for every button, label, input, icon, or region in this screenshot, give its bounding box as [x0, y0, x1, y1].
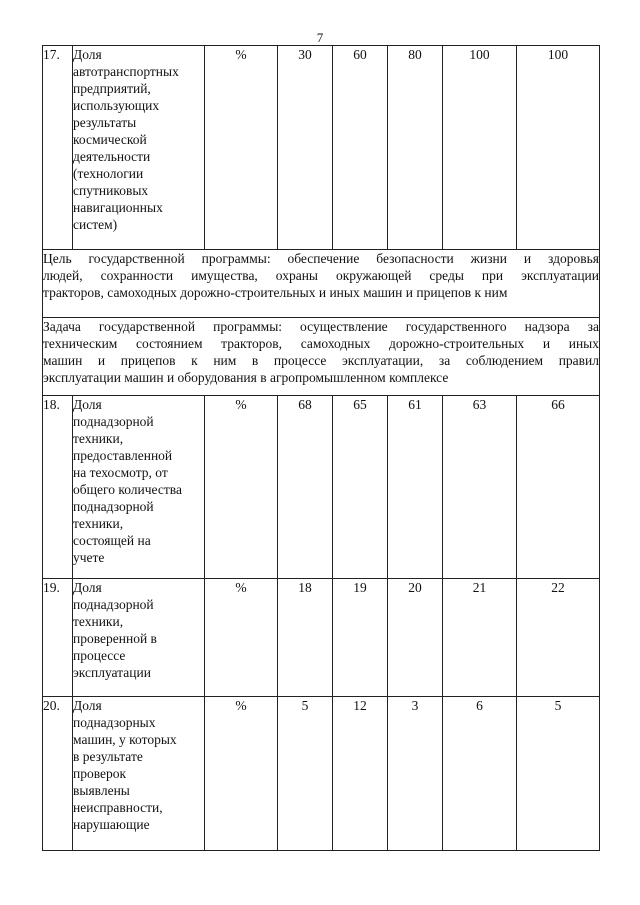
- value-cell: 60: [333, 46, 388, 250]
- indicator-name-line: автотранспортных: [73, 64, 179, 79]
- row-number: 19.: [43, 579, 73, 697]
- table-row: [43, 396, 600, 579]
- unit-cell: %: [205, 46, 278, 250]
- table-row: [43, 579, 600, 697]
- task-line: машин и прицепов к ним в процессе эксплуатации, за соблюдением правил: [43, 353, 599, 368]
- indicator-name-line: процессе: [73, 648, 126, 663]
- indicator-name-line: неисправности,: [73, 800, 163, 815]
- row-number: 20.: [43, 697, 73, 851]
- indicator-name-line: на техосмотр, от: [73, 465, 168, 480]
- value-cell: 80: [388, 46, 443, 250]
- indicator-name-line: Доля: [73, 698, 102, 713]
- task-line: эксплуатации машин и оборудования в агропромышленном комплексе: [43, 370, 449, 385]
- indicator-name-line: систем): [73, 217, 118, 232]
- task-line: техническим состоянием тракторов, самоходных дорожно-строительных и иных: [43, 336, 599, 351]
- value-cell: 3: [388, 697, 443, 851]
- table-row: [43, 46, 600, 250]
- indicator-name-line: предоставленной: [73, 448, 173, 463]
- value-cell: 18: [278, 579, 333, 697]
- indicator-name: [73, 46, 205, 250]
- goal-line: людей, сохранности имущества, охраны окружающей среды при эксплуатации: [43, 268, 599, 283]
- value-cell: 66: [517, 396, 600, 579]
- value-cell: 22: [517, 579, 600, 697]
- value-cell: 30: [278, 46, 333, 250]
- value-cell: 63: [443, 396, 517, 579]
- indicator-name-line: результаты: [73, 115, 137, 130]
- indicator-name-line: космической: [73, 132, 147, 147]
- unit-cell: %: [205, 396, 278, 579]
- indicator-name: [73, 396, 205, 579]
- indicator-name-line: проверок: [73, 766, 127, 781]
- indicator-name-line: в результате: [73, 749, 143, 764]
- unit-cell: %: [205, 697, 278, 851]
- indicator-name-line: техники,: [73, 614, 124, 629]
- indicator-name-line: поднадзорных: [73, 715, 156, 730]
- goal-row: [43, 250, 600, 318]
- value-cell: 5: [517, 697, 600, 851]
- indicator-name-line: состоящей на: [73, 533, 151, 548]
- indicator-name-line: учете: [73, 550, 105, 565]
- indicator-name-line: проверенной в: [73, 631, 157, 646]
- indicator-name-line: выявлены: [73, 783, 130, 798]
- unit-cell: %: [205, 579, 278, 697]
- value-cell: 20: [388, 579, 443, 697]
- indicator-name-line: Доля: [73, 580, 102, 595]
- indicator-name: [73, 697, 205, 851]
- value-cell: 19: [333, 579, 388, 697]
- indicator-name-line: поднадзорной: [73, 597, 154, 612]
- row-number: 17.: [43, 46, 73, 250]
- indicator-name-line: навигационных: [73, 200, 163, 215]
- indicator-name-line: поднадзорной: [73, 499, 154, 514]
- indicator-name-line: Доля: [73, 397, 102, 412]
- value-cell: 6: [443, 697, 517, 851]
- goal-text: [43, 250, 600, 318]
- indicator-name-line: поднадзорной: [73, 414, 154, 429]
- table-row: [43, 697, 600, 851]
- row-number: 18.: [43, 396, 73, 579]
- indicator-name-line: машин, у которых: [73, 732, 177, 747]
- task-row: [43, 318, 600, 396]
- goal-line: Цель государственной программы: обеспечение безопасности жизни и здоровья: [43, 251, 599, 266]
- indicator-name-line: техники,: [73, 516, 124, 531]
- indicator-name-line: нарушающие: [73, 817, 150, 832]
- indicator-name-line: деятельности: [73, 149, 151, 164]
- page-number: 7: [316, 30, 324, 45]
- task-text: [43, 318, 600, 396]
- indicator-name-line: эксплуатации: [73, 665, 151, 680]
- value-cell: 61: [388, 396, 443, 579]
- value-cell: 65: [333, 396, 388, 579]
- value-cell: 12: [333, 697, 388, 851]
- value-cell: 68: [278, 396, 333, 579]
- goal-line: тракторов, самоходных дорожно-строительных и иных машин и прицепов к ним: [43, 285, 508, 300]
- value-cell: 100: [443, 46, 517, 250]
- value-cell: 5: [278, 697, 333, 851]
- value-cell: 21: [443, 579, 517, 697]
- indicator-name-line: использующих: [73, 98, 160, 113]
- indicator-name-line: общего количества: [73, 482, 182, 497]
- value-cell: 100: [517, 46, 600, 250]
- indicator-name-line: (технологии: [73, 166, 144, 181]
- indicator-name: [73, 579, 205, 697]
- indicator-name-line: техники,: [73, 431, 124, 446]
- indicator-name-line: предприятий,: [73, 81, 151, 96]
- indicators-table: [42, 45, 600, 851]
- task-line: Задача государственной программы: осуществление государственного надзора за: [43, 319, 599, 334]
- indicator-name-line: Доля: [73, 47, 102, 62]
- indicator-name-line: спутниковых: [73, 183, 149, 198]
